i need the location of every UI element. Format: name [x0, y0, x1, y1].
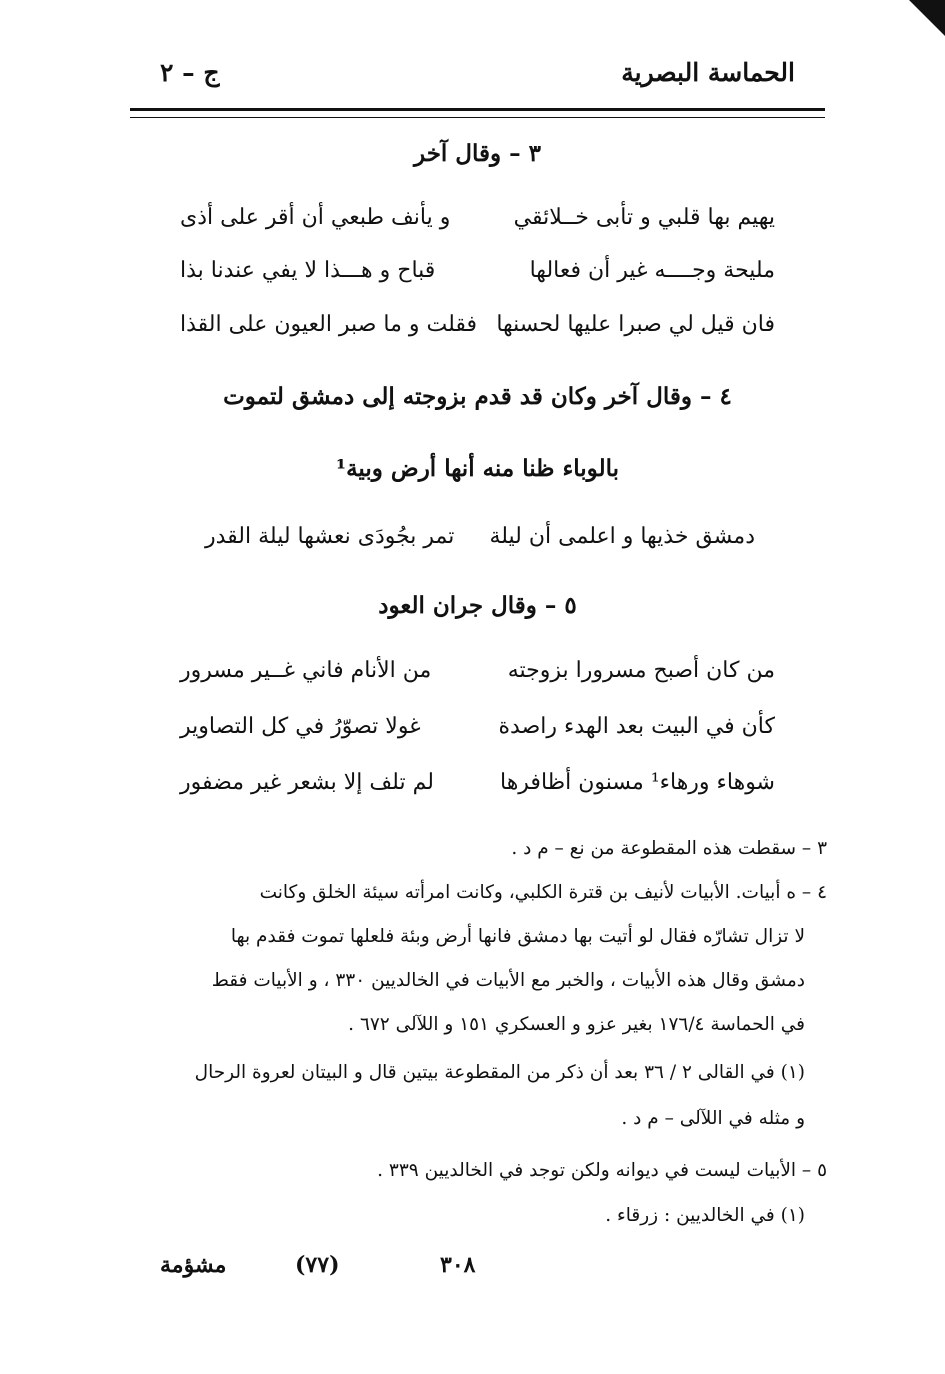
verse-first-hemistich: من كان أصبح مسرورا بزوجته [507, 658, 775, 683]
verse-second-hemistich: غولا تصوّرُ في كل التصاوير [180, 714, 421, 739]
verse-first-hemistich: كأن في البيت بعد الهدء راصدة [498, 714, 775, 739]
section-heading-continued: بالوباء ظنا منه أنها أرض وبية¹ [336, 455, 619, 482]
verse-first-hemistich: شوهاء ورهاء¹ مسنون أظافرها [499, 770, 775, 795]
page-number: ٣٠٨ [440, 1252, 476, 1278]
verse-second-hemistich: دمشق خذيها و اعلمى أن ليلة [489, 524, 755, 549]
footnote-line: (١) في القالى ٢ / ٣٦ بعد أن ذكر من المقطوعة بيتين قال و البيتان لعروة الرحال [194, 1062, 805, 1083]
header-rule [130, 108, 825, 111]
footnote-line: ٤ – ه أبيات. الأبيات لأنيف بن قترة الكلبي، وكانت امرأته سيئة الخلق وكانت [259, 882, 827, 903]
verse-second-hemistich: و يأنف طبعي أن أقر على أذى [180, 205, 451, 230]
footnote-line: و مثله في اللآلى – م د . [621, 1108, 805, 1129]
verse-first-hemistich: تمر بجُودَى نعشها ليلة القدر [205, 524, 455, 549]
footnote-line: ٥ – الأبيات ليست في ديوانه ولكن توجد في الخالديين ٣٣٩ . [377, 1160, 827, 1181]
section-heading: ٣ – وقال آخر [414, 140, 541, 167]
verse-first-hemistich: فان قيل لي صبرا عليها لحسنها [496, 312, 775, 337]
footnote-line: دمشق وقال هذه الأبيات ، والخبر مع الأبيات في الخالديين ٣٣٠ ، و الأبيات فقط [211, 970, 805, 991]
footnote-line: (١) في الخالديين : زرقاء . [605, 1205, 805, 1226]
footnote-line: ٣ – سقطت هذه المقطوعة من نع – م د . [511, 838, 827, 859]
section-heading: ٥ – وقال جران العود [378, 592, 577, 619]
footnote-line: لا تزال تشارّه فقال لو أتيت بها دمشق فانها أرض وبئة فلعلها تموت فقدم بها [230, 926, 805, 947]
verse-first-hemistich: يهيم بها قلبي و تأبى خــلائقي [513, 205, 775, 230]
volume-number: ج – ٢ [160, 58, 220, 87]
header-rule-thin [130, 117, 825, 118]
verse-second-hemistich: فقلت و ما صبر العيون على القذا [180, 312, 477, 337]
verse-second-hemistich: قباح و هـــذا لا يفي عندنا بذا [180, 258, 436, 283]
verse-first-hemistich: مليحة وجــــه غير أن فعالها [529, 258, 775, 283]
signature-mark: (٧٧) [295, 1252, 340, 1278]
corner-mark [909, 0, 945, 36]
section-heading: ٤ – وقال آخر وكان قد قدم بزوجته إلى دمشق لتموت [223, 383, 732, 410]
verse-second-hemistich: لم تلف إلا بشعر غير مضفور [180, 770, 434, 795]
running-title: الحماسة البصرية [621, 58, 795, 87]
footnote-line: في الحماسة ١٧٦/٤ بغير عزو و العسكري ١٥١ و اللآلى ٦٧٢ . [348, 1014, 805, 1035]
catchword: مشؤمة [160, 1252, 227, 1278]
verse-second-hemistich: من الأنام فاني غــير مسرور [180, 658, 432, 683]
